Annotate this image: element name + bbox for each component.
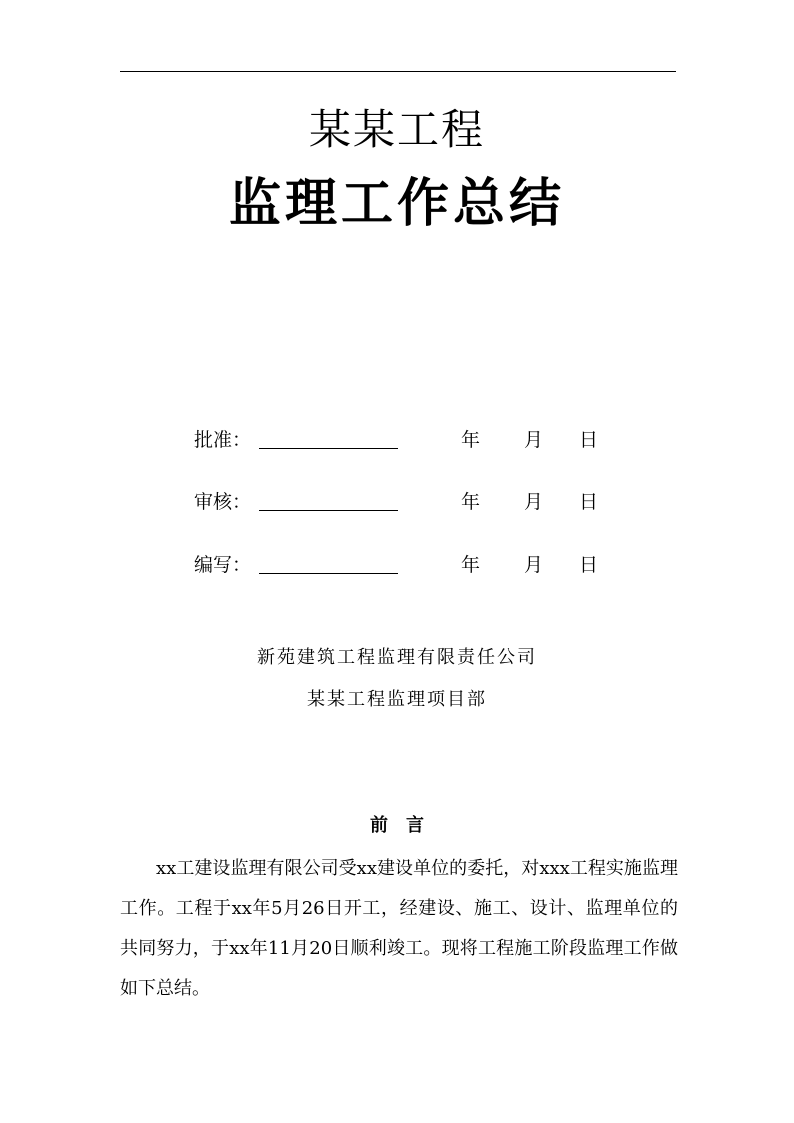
- signature-label: 批准：: [194, 429, 252, 451]
- company-name: 新苑建筑工程监理有限责任公司: [257, 647, 537, 668]
- date-month-label: 月: [524, 429, 544, 451]
- preface-heading: 前 言: [370, 815, 424, 836]
- signature-row-approve: [0, 425, 794, 455]
- header-rule: [120, 71, 676, 72]
- date-day-label: 日: [579, 491, 599, 513]
- date-year-label: 年: [461, 429, 481, 451]
- date-year-label: 年: [461, 554, 481, 576]
- signature-blank-line: [259, 448, 398, 449]
- date-day-label: 日: [579, 429, 599, 451]
- signature-label: 审核：: [194, 491, 252, 513]
- signature-label: 编写：: [194, 554, 252, 576]
- signature-blank-line: [259, 573, 398, 574]
- document-title: 监理工作总结: [228, 173, 565, 234]
- date-day-label: 日: [579, 554, 599, 576]
- date-month-label: 月: [524, 491, 544, 513]
- date-year-label: 年: [461, 491, 481, 513]
- preface-body: xx工建设监理有限公司受xx建设单位的委托，对xxx工程实施监理工作。工程于xx年5月26日开工，经建设、施工、设计、监理单位的共同努力，于xx年11月20日顺利竣工。现将工程施工阶段监理工作做如下总结。: [120, 858, 678, 999]
- signature-row-author: [0, 550, 794, 580]
- project-title: 某某工程: [308, 105, 485, 154]
- date-month-label: 月: [524, 554, 544, 576]
- department-name: 某某工程监理项目部: [307, 689, 487, 710]
- signature-blank-line: [259, 510, 398, 511]
- signature-row-review: [0, 487, 794, 517]
